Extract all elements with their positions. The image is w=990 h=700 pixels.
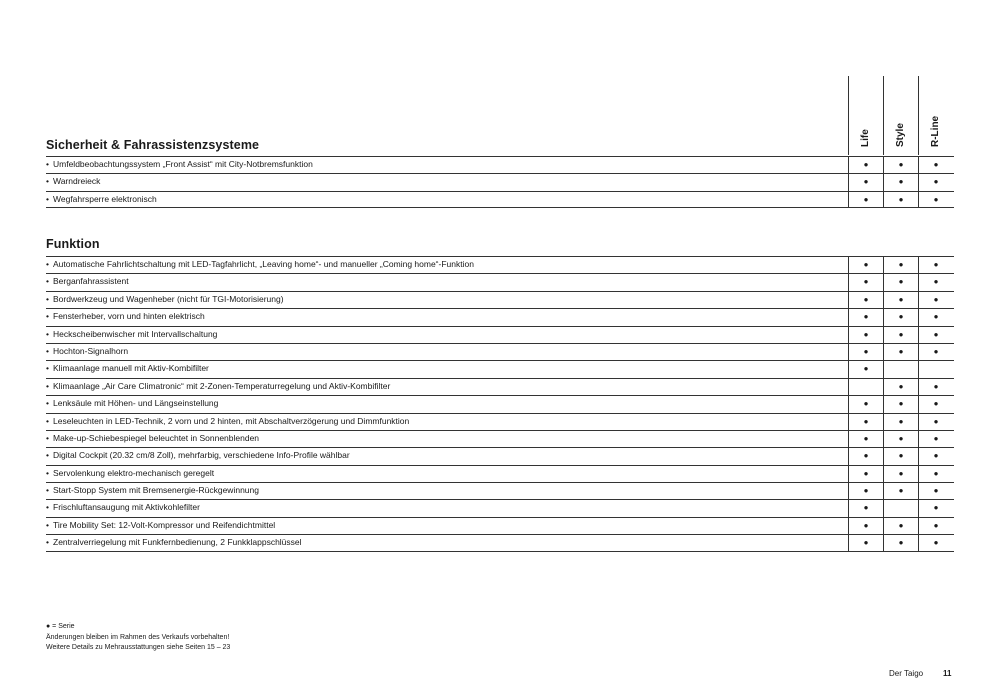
availability-cell: ● xyxy=(883,466,918,482)
row-label xyxy=(46,329,217,339)
table-row xyxy=(46,482,954,499)
availability-cell: ● xyxy=(883,535,918,550)
bullet-icon: • xyxy=(46,345,49,356)
row-label xyxy=(46,276,129,286)
availability-cell: ● xyxy=(918,157,953,173)
availability-cell: ● xyxy=(848,431,883,447)
availability-cell: ● xyxy=(848,257,883,273)
availability-cell: ● xyxy=(848,500,883,516)
availability-cell: ● xyxy=(918,518,953,534)
availability-cell: ● xyxy=(883,431,918,447)
row-label xyxy=(46,176,100,186)
availability-cell: ● xyxy=(918,327,953,343)
bullet-icon: • xyxy=(46,467,49,478)
availability-cell: ● xyxy=(883,257,918,273)
row-text: Start-Stopp System mit Bremsenergie-Rückgewinnung xyxy=(53,485,259,496)
availability-cell: ● xyxy=(848,448,883,464)
availability-cell xyxy=(883,361,918,377)
availability-cell: ● xyxy=(918,483,953,499)
availability-cell: ● xyxy=(883,309,918,325)
row-label xyxy=(46,433,259,443)
bullet-icon: • xyxy=(46,502,49,513)
table-row xyxy=(46,326,954,343)
bullet-icon: • xyxy=(46,193,49,204)
row-label xyxy=(46,520,275,530)
row-text: Tire Mobility Set: 12-Volt-Kompressor und Reifendichtmittel xyxy=(53,519,276,530)
row-label xyxy=(46,485,259,495)
availability-cell: ● xyxy=(918,257,953,273)
availability-cell: ● xyxy=(883,414,918,430)
row-text: Leseleuchten in LED-Technik, 2 vorn und 2 hinten, mit Abschaltverzögerung und Dimmfunktion xyxy=(53,415,410,426)
availability-cell: ● xyxy=(848,274,883,290)
availability-cell: ● xyxy=(918,174,953,190)
availability-cell: ● xyxy=(883,518,918,534)
row-text: Servolenkung elektro-mechanisch geregelt xyxy=(53,467,215,478)
table-row xyxy=(46,291,954,308)
availability-cell: ● xyxy=(883,327,918,343)
table-row xyxy=(46,465,954,482)
availability-cell: ● xyxy=(918,274,953,290)
bullet-icon: • xyxy=(46,176,49,187)
row-label xyxy=(46,346,128,356)
table-row xyxy=(46,534,954,551)
row-text: Heckscheibenwischer mit Intervallschaltung xyxy=(53,328,218,339)
bullet-icon: • xyxy=(46,485,49,496)
availability-cell: ● xyxy=(883,174,918,190)
row-text: Wegfahrsperre elektronisch xyxy=(53,193,157,204)
table-row xyxy=(46,256,954,273)
footer-brand: Der Taigo xyxy=(889,669,924,678)
availability-cell xyxy=(918,361,953,377)
table-row xyxy=(46,343,954,360)
availability-cell: ● xyxy=(883,448,918,464)
page-number: 11 xyxy=(943,669,952,678)
availability-cell: ● xyxy=(883,274,918,290)
row-text: Hochton-Signalhorn xyxy=(53,345,129,356)
row-text: Klimaanlage „Air Care Climatronic“ mit 2-Zonen-Temperaturregelung und Aktiv-Kombifilter xyxy=(53,380,391,391)
footnote-legend: ● = Serie xyxy=(46,623,75,630)
bullet-icon: • xyxy=(46,380,49,391)
row-label xyxy=(46,363,209,373)
availability-cell: ● xyxy=(848,466,883,482)
availability-cell: ● xyxy=(918,379,953,395)
availability-cell: ● xyxy=(848,535,883,550)
column-header-rline xyxy=(918,76,953,155)
availability-cell: ● xyxy=(848,327,883,343)
availability-cell: ● xyxy=(848,192,883,207)
table-row xyxy=(46,430,954,447)
row-text: Zentralverriegelung mit Funkfernbedienung, 2 Funkklappschlüssel xyxy=(53,537,302,548)
bullet-icon: • xyxy=(46,259,49,269)
footnote-details: Weitere Details zu Mehrausstattungen siehe Seiten 15 – 23 xyxy=(46,644,231,651)
availability-cell: ● xyxy=(848,396,883,412)
availability-cell: ● xyxy=(848,157,883,173)
function-table xyxy=(46,256,954,552)
availability-cell: ● xyxy=(848,292,883,308)
table-row xyxy=(46,156,954,173)
footnote-changes: Änderungen bleiben im Rahmen des Verkaufs vorbehalten! xyxy=(46,633,230,641)
row-label xyxy=(46,294,284,304)
bullet-icon: • xyxy=(46,328,49,339)
row-text: Bordwerkzeug und Wagenheber (nicht für TGI-Motorisierung) xyxy=(53,293,284,304)
section-title-safety: Sicherheit & Fahrassistenzsysteme xyxy=(46,138,260,152)
availability-cell: ● xyxy=(918,500,953,516)
availability-cell: ● xyxy=(918,344,953,360)
table-row xyxy=(46,308,954,325)
row-text: Make-up-Schiebespiegel beleuchtet in Sonnenblenden xyxy=(53,432,260,443)
availability-cell: ● xyxy=(883,192,918,207)
table-row xyxy=(46,447,954,464)
row-label xyxy=(46,537,302,547)
row-label xyxy=(46,502,200,512)
row-text: Klimaanlage manuell mit Aktiv-Kombifilter xyxy=(53,363,209,374)
availability-cell xyxy=(848,379,883,395)
bullet-icon: • xyxy=(46,519,49,530)
availability-cell: ● xyxy=(848,174,883,190)
row-text: Frischluftansaugung mit Aktivkohlefilter xyxy=(53,502,200,513)
table-row xyxy=(46,173,954,190)
bullet-icon: • xyxy=(46,450,49,461)
availability-cell: ● xyxy=(883,483,918,499)
availability-cell: ● xyxy=(918,466,953,482)
row-text: Fensterheber, vorn und hinten elektrisch xyxy=(53,311,205,322)
column-headers xyxy=(848,76,954,155)
availability-cell: ● xyxy=(883,396,918,412)
availability-cell: ● xyxy=(918,448,953,464)
row-label xyxy=(46,416,409,426)
bullet-icon: • xyxy=(46,311,49,322)
row-label xyxy=(46,450,350,460)
table-row xyxy=(46,395,954,412)
column-label-life: Life xyxy=(860,129,871,147)
table-row xyxy=(46,378,954,395)
table-row xyxy=(46,360,954,377)
bullet-icon: • xyxy=(46,363,49,374)
availability-cell: ● xyxy=(918,535,953,550)
availability-cell: ● xyxy=(883,379,918,395)
row-text: Automatische Fahrlichtschaltung mit LED-Tagfahrlicht, „Leaving home“- und manueller „Coming home“-Funktion xyxy=(53,259,474,269)
section-title-function: Funktion xyxy=(46,237,100,251)
availability-cell: ● xyxy=(883,157,918,173)
availability-cell: ● xyxy=(883,292,918,308)
bullet-icon: • xyxy=(46,159,49,169)
bullet-icon: • xyxy=(46,537,49,548)
availability-cell: ● xyxy=(883,344,918,360)
table-row xyxy=(46,273,954,290)
table-row xyxy=(46,517,954,534)
row-text: Berganfahrassistent xyxy=(53,276,129,287)
row-label xyxy=(46,381,390,391)
availability-cell: ● xyxy=(918,309,953,325)
availability-cell: ● xyxy=(918,192,953,207)
bullet-icon: • xyxy=(46,432,49,443)
table-row xyxy=(46,191,954,208)
column-label-rline: R-Line xyxy=(930,115,941,147)
availability-cell: ● xyxy=(848,361,883,377)
availability-cell: ● xyxy=(848,483,883,499)
bullet-icon: • xyxy=(46,293,49,304)
availability-cell: ● xyxy=(918,292,953,308)
availability-cell: ● xyxy=(918,431,953,447)
page xyxy=(46,0,954,700)
availability-cell: ● xyxy=(918,396,953,412)
availability-cell: ● xyxy=(848,518,883,534)
column-header-life xyxy=(848,76,883,155)
row-label xyxy=(46,311,205,321)
row-label xyxy=(46,159,313,169)
row-label xyxy=(46,194,157,204)
safety-table xyxy=(46,156,954,208)
row-text: Umfeldbeobachtungssystem „Front Assist“ mit City-Notbremsfunktion xyxy=(53,159,313,169)
row-label xyxy=(46,259,474,269)
availability-cell xyxy=(883,500,918,516)
availability-cell: ● xyxy=(848,309,883,325)
bullet-icon: • xyxy=(46,415,49,426)
row-label xyxy=(46,398,218,408)
availability-cell: ● xyxy=(918,414,953,430)
footnote xyxy=(46,622,230,654)
column-header-style xyxy=(883,76,918,155)
row-text: Warndreieck xyxy=(53,176,101,187)
availability-cell: ● xyxy=(848,344,883,360)
bullet-icon: • xyxy=(46,276,49,287)
table-row xyxy=(46,413,954,430)
table-row xyxy=(46,499,954,516)
bullet-icon: • xyxy=(46,398,49,409)
column-label-style: Style xyxy=(895,123,906,147)
availability-cell: ● xyxy=(848,414,883,430)
row-text: Lenksäule mit Höhen- und Längseinstellung xyxy=(53,398,219,409)
row-text: Digital Cockpit (20.32 cm/8 Zoll), mehrfarbig, verschiedene Info-Profile wählbar xyxy=(53,450,350,461)
row-label xyxy=(46,468,214,478)
